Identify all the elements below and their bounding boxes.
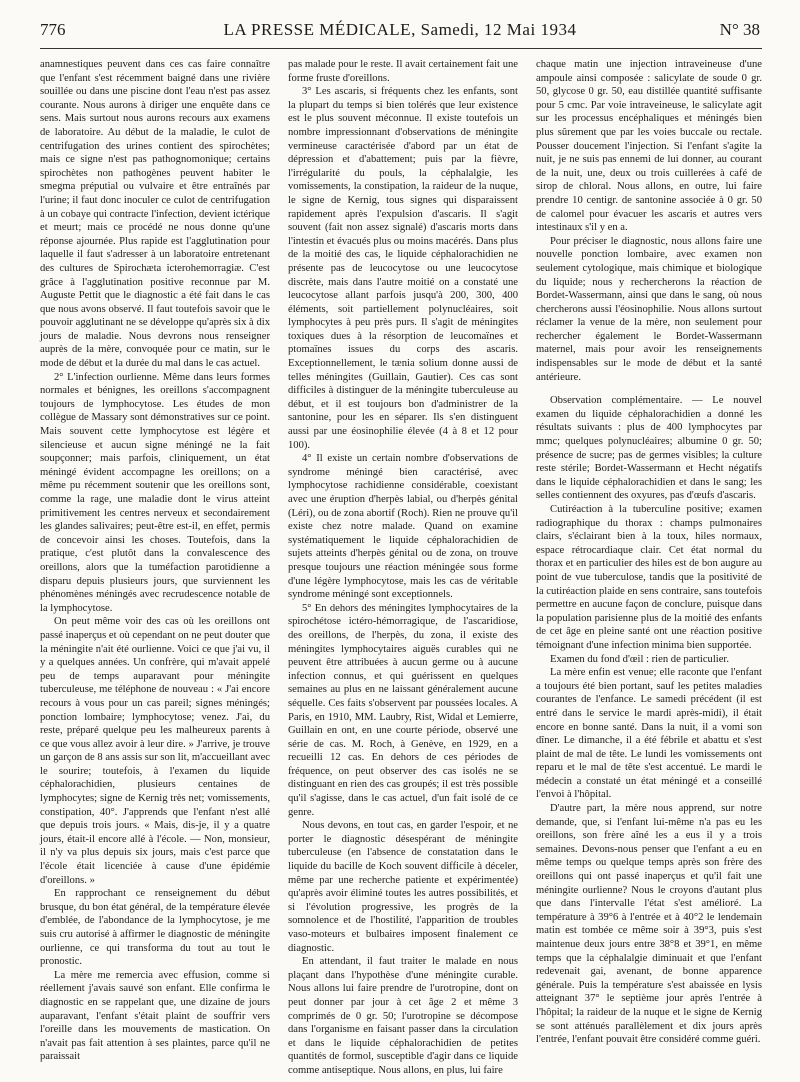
paragraph: 2° L'infection ourlienne. Même dans leurs formes normales et bénignes, les oreillons s'accompagnent toujours de lymphocytose. Les études de mon collègue de Massary sont démonstratives sur ce point. Mais souvent cette lymphocytose est légère et silencieuse et aucun signe méningé ne la fait soupçonner; mais parfois, cliniquement, un état méningé évident accompagne les oreillons; on a même pu récemment soutenir que les oreillons sont, comme la rage, une maladie dont le virus atteint primitivement les centres nerveux et secondairement les glandes salivaires; peut-être est-il, en effet, permis de concevoir ainsi les choses. Toutefois, dans la pratique, c'est plutôt dans la convalescence des oreillons, alors que la tuméfaction parotidienne a disparu depuis plusieurs jours, que surviennent les phénomènes méningés avec recrudescence notable de la lymphocytose. [40,371,270,614]
paragraph: 5° En dehors des méningites lymphocytaires de la spirochétose ictéro-hémorragique, de l'ascaridiose, des oreillons, de l'herpès, du zona, il existe des méningites lymphocytaires aiguës curables qui ne peuvent être attribuées à aucun germe ou à aucune infection connus, et qui guérissent en quelques semaines au plus en ne laissant généralement aucune séquelle. Ces faits s'observent par poussées locales. A Paris, en 1910, MM. Laubry, Rist, Widal et Lemierre, Guillain en ont, en une courte période, observé une série de cas. M. Roch, à Genève, en 1929, en a recueilli 12 cas. En dehors de ces périodes de fréquence, on peut observer des cas isolés ne se distinguant en rien des cas groupés; il est très possible qu'il s'agisse, dans le cas actuel, d'un fait isolé de ce genre. [288,602,518,818]
paragraph: La mère me remercia avec effusion, comme si réellement j'avais sauvé son enfant. Elle confirma le diagnostic en se rappelant que, une dizaine de jours auparavant, l'enfant s'était plaint de souffrir vers l'oreille dans les mouvements de mastication. On n'avait pas fait attention à ses plaintes, parce qu'il ne paraissait [40,969,270,1063]
page-header [40,20,760,50]
paragraph: 3° Les ascaris, si fréquents chez les enfants, sont la plupart du temps si bien tolérés que leur existence est le plus souvent méconnue. Il existe toutefois un nombre impressionnant d'observations de méningite vermineuse caractérisée d'abord par un état de dépression et d'abattement; puis par la fièvre, l'irrégularité du pouls, la céphalalgie, les vomissements, la constipation, la raideur de la nuque, le signe de Kernig, tous signes qui disparaissent rapidement après l'expulsion d'ascaris. Il s'agit souvent (fait non assez signalé) d'ascaris morts dans l'intestin et évacués plus ou moins macérés. Dans plus de la moitié des cas, le liquide céphalorachidien ne présente pas de leucocytose ou une leucocytose discrète, mais dans l'autre moitié on a constaté une leucocytose allant parfois jusqu'à 200, 300, 400 éléments, soit partiellement polynucléaires, soit lymphocytes à peu près purs. Il s'agit de méningites toxiques dues à la résorption de leucomaïnes et ptomaïnes issues du corps des ascaris. Exceptionnellement, le tænia solium donne aussi de telles méningites (Guillain, Gautier). Ces cas sont difficiles à distinguer de la méningite tuberculeuse au début, et il est toujours bon d'administrer de la santonine, pour les en séparer. Ils s'en distinguent aussi par une éosinophilie élevée (4 à 8 et 12 pour 100). [288,86,518,451]
paragraph: Cutiréaction à la tuberculine positive; examen radiographique du thorax : champs pulmonaires clairs, s'éclairant bien à la toux, hiles normaux, espace rétrocardiaque clair. Cet état normal du thorax et en particulier des hiles est de bon augure au point de vue tuberculose, tandis que la positivité de la cutiréaction plaide en sens contraire, sans toutefois permettre en aucune façon de conclure, puisque dans la population parisienne plus de la moitié des enfants de cet âge en pleine santé ont une réaction positive témoignant d'une infection minima bien supportée. [536,504,762,651]
journal-title: LA PRESSE MÉDICALE, Samedi, 12 Mai 1934 [223,20,577,39]
paragraph: On peut même voir des cas où les oreillons ont passé inaperçus et où cependant on ne peut douter que la méningite n'ait été ourlienne. Voici ce que j'ai vu, il y a quelques années. Un confrère, qui m'avait appelé peu de temps auparavant pour méningite tuberculeuse, me téléphone de nouveau : « J'ai encore recours à vous pour un cas pareil; signes méningés; ponction lombaire; lymphocytose; venez. J'ai, du reste, préparé quelque peu les malheureux parents à ce que vous allez avoir à leur dire. » J'arrive, je trouve un garçon de 8 ans assis sur son lit, m'accueillant avec le sourire; toutefois, à l'examen du liquide céphalorachidien, plusieurs centaines de lymphocytes; signe de Kernig très net; vomissements, constipation, 40°. J'apprends que l'enfant n'est allé que depuis trois jours. « Mais, dis-je, il y a quatre jours, était-il encore allé à l'école. — Non, monsieur, il n'y va plus depuis six jours, mais c'est parce que l'école était licenciée à cause d'une épidémie d'oreillons. » [40,616,270,886]
paragraph: pas malade pour le reste. Il avait certainement fait une forme fruste d'oreillons. [288,59,518,84]
page-number: 776 [40,20,66,39]
paragraph: Observation complémentaire. — Le nouvel examen du liquide céphalorachidien a donné les résultats suivants : plus de 400 lymphocytes par mmc; quelques polynucléaires; albumine 0 gr. 50; présence de sucre; pas de germes visibles; la culture reste stérile; Bordet-Wassermann et Hecht négatifs dans le liquide céphalorachidien et dans le sang; les selles contiennent des oxyures, pas d'œufs d'ascaris. [536,395,762,502]
column-3 [536,58,762,1068]
header-rule [40,48,762,49]
paragraph: En rapprochant ce renseignement du début brusque, du bon état général, de la température élevée d'emblée, de l'abondance de la lymphocytose, je me suis cru autorisé à affirmer le diagnostic de méningite ourlienne, ce qui transforma du tout au tout le pronostic. [40,888,270,968]
paragraph: Pour préciser le diagnostic, nous allons faire une nouvelle ponction lombaire, avec examen non seulement cytologique, mais chimique et biologique du liquide; nous y rechercherons la réaction de Bordet-Wassermann, ainsi que dans le sang, où nous chercherons aussi l'éosinophilie. Nous allons surtout réclamer la venue de la mère, non seulement pour rechercher également le Bordet-Wassermann maternel, mais pour avoir les renseignements indispensables sur le mode de début et la santé antérieure. [536,235,762,383]
paragraph: Nous devons, en tout cas, en garder l'espoir, et ne porter le diagnostic désespérant de méningite tuberculeuse (en l'absence de constatation dans le liquide du bacille de Koch souvent difficile à déceler, même par une recherche patiente et expérimentée) qu'après avoir éliminé toutes les autres possibilités, et si l'évolution progressive, les progrès de la somnolence et de l'hostilité, l'apparition de troubles vaso-moteurs et bulbaires imposent finalement ce diagnostic. [288,820,518,954]
issue-number: N° 38 [719,20,760,39]
paragraph: La mère enfin est venue; elle raconte que l'enfant a toujours été bien portant, sauf les petites maladies courantes de l'enfance. Le samedi précédent (il est entré dans le service le mardi après-midi), il était encore en bonne santé. Dans la nuit, il a vomi son dîner. Le dimanche, il a été fébrile et abattu et s'est plaint de mal de tête. Le lundi les vomissements ont reparu et le mal de tête s'est accentué. Le mardi le médecin a constaté un état méningé et a conseillé l'envoi à l'hôpital. [536,667,762,801]
column-2 [288,58,518,1076]
paragraph: anamnestiques peuvent dans ces cas faire connaître que l'enfant s'est récemment baigné dans une rivière souillée ou dans une piscine dont l'eau n'est pas assez courante. Nous aurons à diriger une enquête dans ce sens. Mais surtout nous aurons recours aux examens de laboratoire. Au début de la maladie, le culot de centrifugation des urines contient des spirochètes; mais ce signe n'est pas pathognomonique; certains spirochètes non pathogènes peuvent habiter le smegma préputial ou vulvaire et être entraînés par l'urine; il faut donc inoculer ce culot de centrifugation à un cobaye qui contracte l'infection, devient ictérique et meurt; mais ce procédé ne nous donne qu'une réponse ajournée. Plus rapide est l'agglutination pour laquelle il faut s'adresser à un laboratoire entretenant des cultures de Spirochæta icterohemorragiæ. C'est grâce à l'agglutination positive reconnue par M. Auguste Pettit que le diagnostic a été fait dans le cas que nous avons observé. Il faut toutefois savoir que le pouvoir agglutinant ne se développe qu'après six à dix jours de maladie. Nous devrons nous renseigner auprès de la mère, convoquée pour ce matin, sur le mode de début et la durée du mal dans le cas actuel. [40,59,270,370]
paragraph: D'autre part, la mère nous apprend, sur notre demande, que, si l'enfant lui-même n'a pas eu les oreillons, son frère aîné les a eus il y a trois semaines. Devons-nous penser que l'enfant a eu en même temps ou quelque temps après son frère des oreillons qui ont passé inaperçus et qu'il fait une méningite ourlienne? Nous le croyons d'autant plus que dans l'intervalle l'état s'est amélioré. La température à 39°6 à l'entrée et à 40°2 le lendemain matin est tombée ce même soir à 39°3, puis s'est maintenue deux jours entre 38°8 et 39°1, en même temps que la céphalalgie diminuait et que l'enfant redevenait gai, avenant, de bonne apparence générale. Puis la température s'est abaissée en lysis atteignant 37° le septième jour après l'entrée à l'hôpital; la raideur de la nuque et le signe de Kernig se sont atténués parallèlement et dix jours après l'entrée, l'enfant pouvait être considéré comme guéri. [536,803,762,1046]
paragraph: 4° Il existe un certain nombre d'observations de syndrome méningé bien caractérisé, avec lymphocytose rachidienne considérable, coexistant avec une éruption d'herpès labial, ou d'herpès génital (Léri), ou de zona abortif (Roch). Rien ne prouve qu'il existe chez notre malade. Quand on examine systématiquement le liquide céphalorachidien de sujets atteints d'herpès génital ou de zona, on trouve presque toujours une réaction méningée sous forme d'une légère lymphocytose, mais les cas de véritable syndrome méningé sont exceptionnels. [288,453,518,601]
paragraph: chaque matin une injection intraveineuse d'une ampoule ainsi composée : salicylate de soude 0 gr. 50, glycose 0 gr. 50, eau distillée quantité suffisante pour 5 cmc. Par voie intraveineuse, le salicylate agit sur les processus encéphaliques et méningés bien plus sûrement que par les voies buccale ou rectale. Pousser doucement l'injection. Si l'enfant s'agite la nuit, je ne suis pas ennemi de lui donner, au courant de la nuit, une, deux ou trois cuillerées à café de sirop de chloral. Nous allons, en outre, lui faire prendre 10 centigr. de santonine associée à 0 gr. 50 de calomel pour évacuer les ascaris et autres vers intestinaux s'il y en a. [536,59,762,234]
column-1 [40,58,270,1068]
paragraph: En attendant, il faut traiter le malade en nous plaçant dans l'hypothèse d'une méningite curable. Nous allons lui faire prendre de l'urotropine, dont on peut donner par jour à cet âge 2 et même 3 comprimés de 0 gr. 50; l'urotropine se décompose dans l'organisme en faisant passer dans la circulation et dans le liquide céphalorachidien de petites quantités de formol, susceptible d'agir dans ce liquide comme antiseptique. Nous allons, en plus, lui faire [288,956,518,1076]
paragraph: Examen du fond d'œil : rien de particulier. [550,653,730,665]
